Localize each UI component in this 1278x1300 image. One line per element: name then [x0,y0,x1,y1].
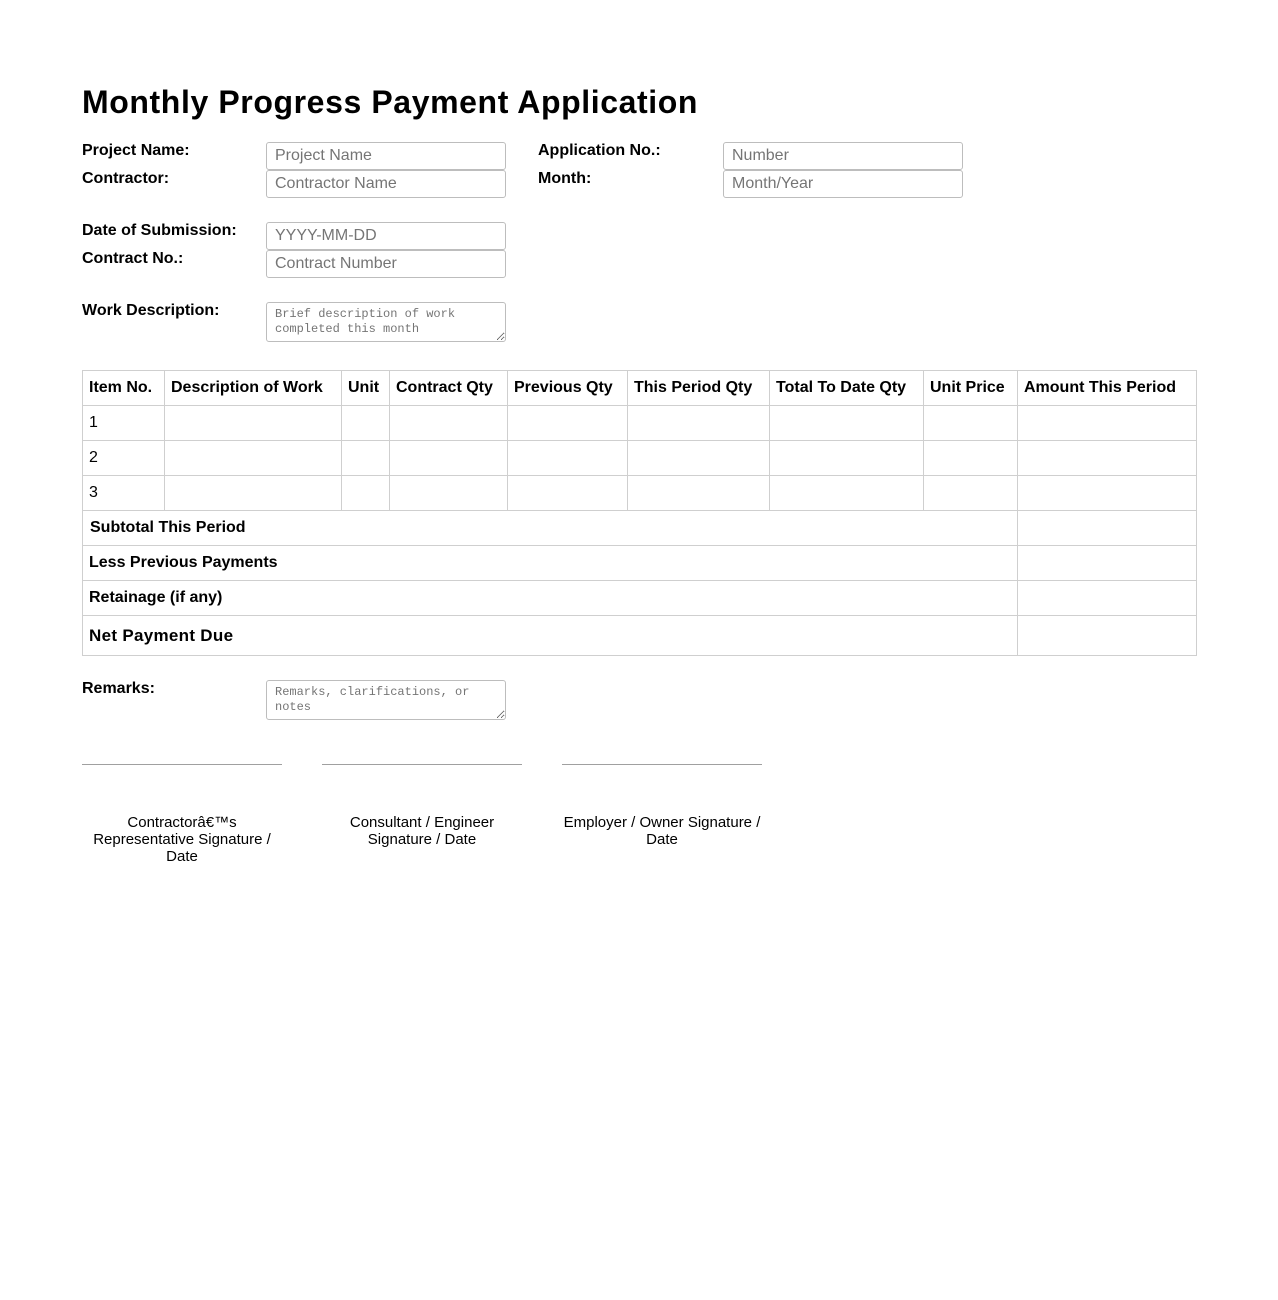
table-cell[interactable] [508,406,628,441]
column-header-description: Description of Work [165,371,342,406]
table-cell[interactable] [390,406,508,441]
table-cell[interactable] [342,441,390,476]
project-name-label: Project Name: [82,142,190,159]
table-cell[interactable] [508,476,628,511]
table-cell[interactable] [165,476,342,511]
table-cell[interactable] [1018,406,1197,441]
contract-no-label: Contract No.: [82,250,184,267]
contractor-signature-caption: Contractorâ€™s Representative Signature / Date [93,814,271,865]
table-cell[interactable] [1018,441,1197,476]
table-cell[interactable] [770,476,924,511]
table-row [83,441,1197,476]
table-cell[interactable] [342,406,390,441]
table-row [83,406,1197,441]
table-cell[interactable] [165,441,342,476]
net-payment-due-label: Net Payment Due [83,616,1018,656]
month-input[interactable] [723,170,963,198]
less-previous-payments-label: Less Previous Payments [83,546,1018,581]
table-cell[interactable] [628,476,770,511]
payment-application-form [82,82,1196,122]
subtotal-value[interactable] [1018,511,1197,546]
remarks-label: Remarks: [82,680,155,697]
payment-items-table [82,370,1197,656]
table-header-row [83,371,1197,406]
column-header-item-no: Item No. [83,371,165,406]
table-cell[interactable] [342,476,390,511]
column-header-previous-qty: Previous Qty [508,371,628,406]
date-of-submission-input[interactable] [266,222,506,250]
retainage-label: Retainage (if any) [83,581,1018,616]
less-previous-payments-row [83,546,1197,581]
table-cell[interactable] [165,406,342,441]
contractor-label: Contractor: [82,170,170,187]
table-cell[interactable]: 3 [83,476,165,511]
table-cell[interactable] [924,406,1018,441]
table-row [83,476,1197,511]
consultant-signature-line[interactable] [322,764,522,765]
contractor-signature-line[interactable] [82,764,282,765]
month-label: Month: [538,170,592,187]
page-title: Monthly Progress Payment Application [82,84,699,120]
column-header-total-to-date-qty: Total To Date Qty [770,371,924,406]
employer-signature-caption: Employer / Owner Signature / Date [563,814,761,848]
table-cell[interactable] [508,441,628,476]
table-cell[interactable] [924,441,1018,476]
project-name-input[interactable] [266,142,506,170]
employer-signature-line[interactable] [562,764,762,765]
table-cell[interactable] [924,476,1018,511]
column-header-amount-this-period: Amount This Period [1018,371,1197,406]
subtotal-label: Subtotal This Period [83,511,1018,546]
table-cell[interactable] [770,441,924,476]
table-cell[interactable]: 2 [83,441,165,476]
table-cell[interactable]: 1 [83,406,165,441]
less-previous-payments-value[interactable] [1018,546,1197,581]
date-of-submission-label: Date of Submission: [82,222,237,239]
retainage-value[interactable] [1018,581,1197,616]
contract-no-input[interactable] [266,250,506,278]
column-header-unit-price: Unit Price [924,371,1018,406]
column-header-contract-qty: Contract Qty [390,371,508,406]
work-description-textarea[interactable] [266,302,506,342]
retainage-row [83,581,1197,616]
subtotal-row [83,511,1197,546]
table-cell[interactable] [390,476,508,511]
table-cell[interactable] [390,441,508,476]
column-header-this-period-qty: This Period Qty [628,371,770,406]
table-cell[interactable] [628,441,770,476]
remarks-textarea[interactable] [266,680,506,720]
table-cell[interactable] [1018,476,1197,511]
application-no-label: Application No.: [538,142,661,159]
application-no-input[interactable] [723,142,963,170]
table-cell[interactable] [770,406,924,441]
consultant-signature-caption: Consultant / Engineer Signature / Date [349,814,495,848]
work-description-label: Work Description: [82,302,220,319]
contractor-input[interactable] [266,170,506,198]
table-cell[interactable] [628,406,770,441]
net-payment-due-row [83,616,1197,656]
column-header-unit: Unit [342,371,390,406]
net-payment-due-value[interactable] [1018,616,1197,656]
